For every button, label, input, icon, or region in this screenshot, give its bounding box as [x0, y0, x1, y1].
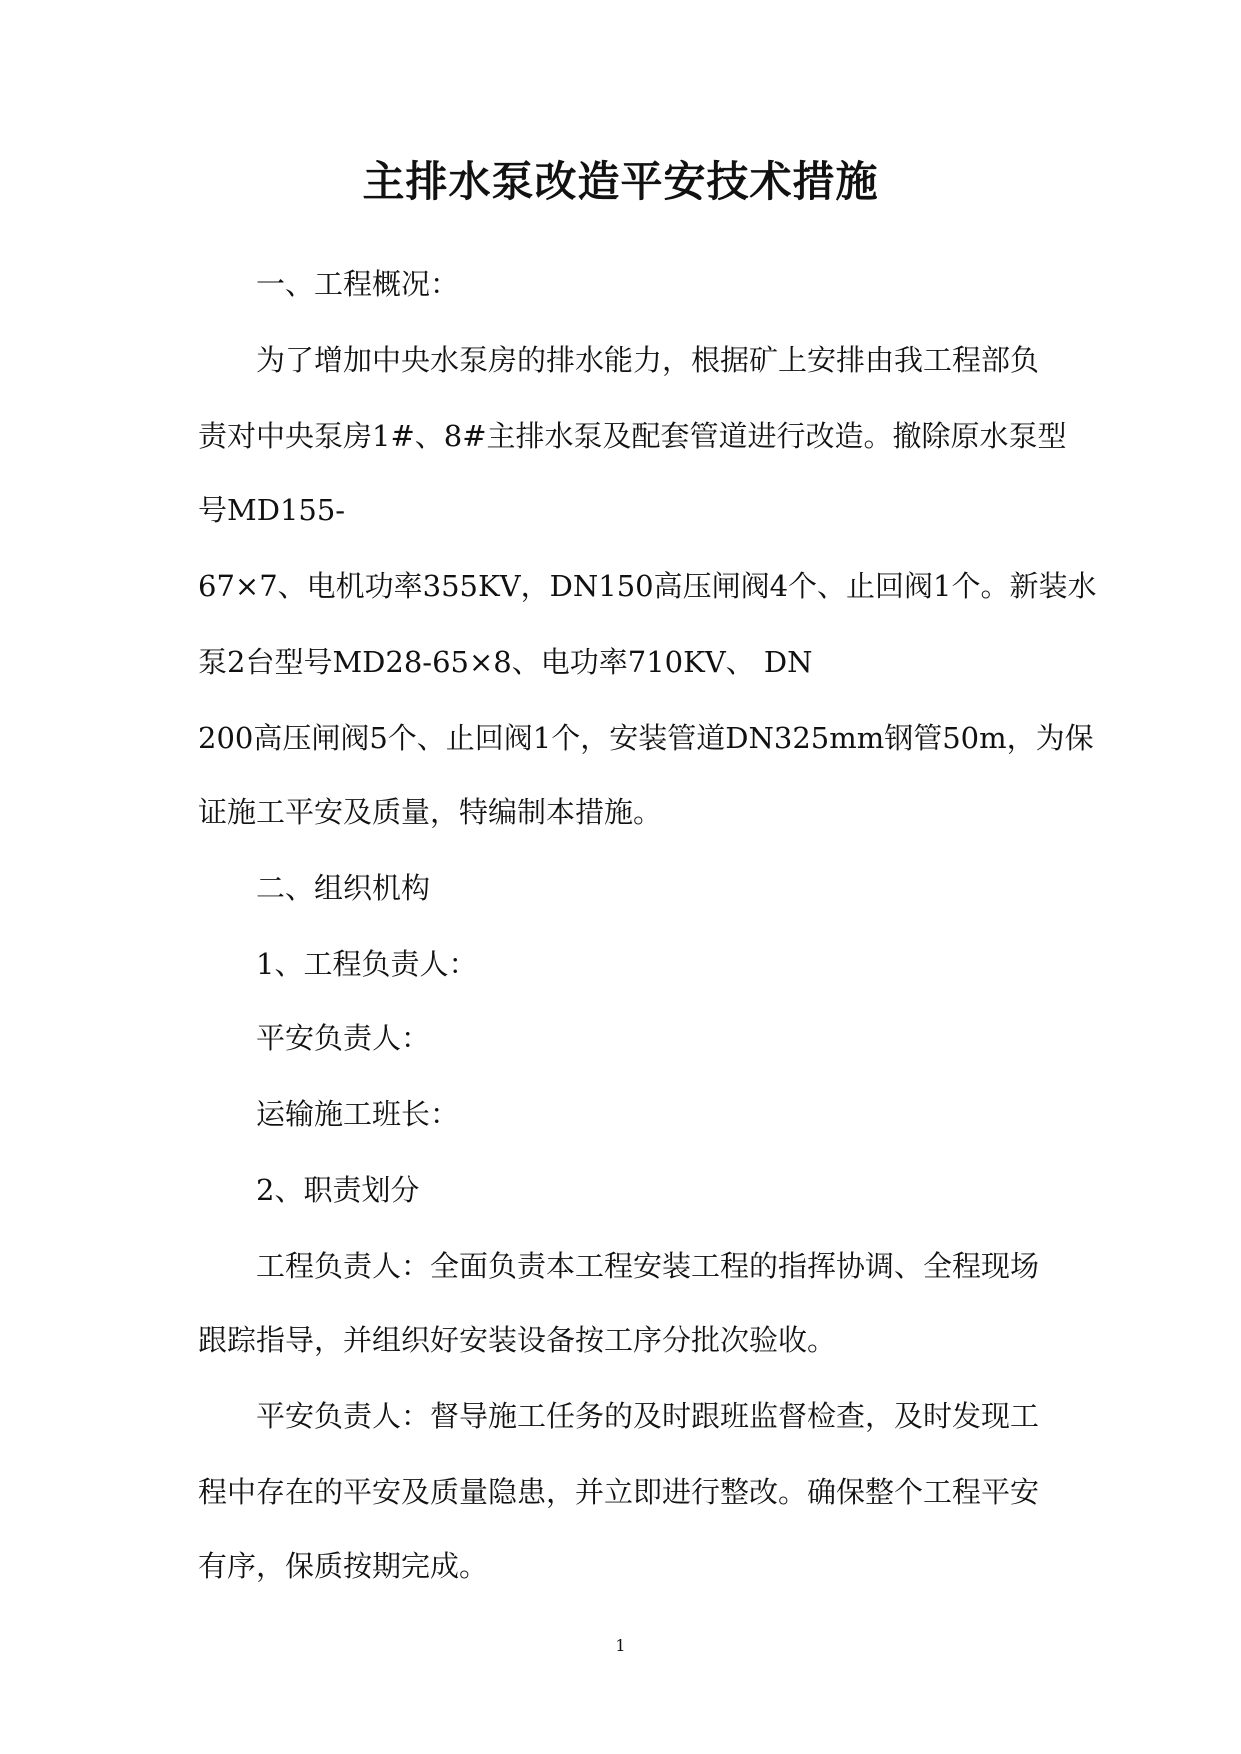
section-heading-overview: 一、工程概况： [256, 267, 460, 301]
paragraph-line: 程中存在的平安及质量隐患，并立即进行整改。确保整个工程平安 [198, 1475, 1040, 1509]
section-heading-organization: 二、组织机构 [256, 871, 431, 905]
paragraph-line: 为了增加中央水泵房的排水能力，根据矿上安排由我工程部负 [256, 343, 1040, 377]
paragraph-line: 证施工平安及质量，特编制本措施。 [198, 795, 663, 829]
page-title: 主排水泵改造平安技术措施 [362, 157, 879, 206]
page-number: 1 [615, 1636, 626, 1655]
paragraph-line: 工程负责人：全面负责本工程安装工程的指挥协调、全程现场 [256, 1249, 1040, 1283]
paragraph-line: 责对中央泵房1#、8#主排水泵及配套管道进行改造。撤除原水泵型 [198, 419, 1067, 453]
paragraph-line: 泵2台型号MD28-65×8、电功率710KV、 DN [198, 645, 813, 679]
paragraph-line: 跟踪指导，并组织好安装设备按工序分批次验收。 [198, 1323, 837, 1357]
list-item-duties: 2、职责划分 [256, 1173, 420, 1207]
paragraph-line: 有序，保质按期完成。 [198, 1549, 489, 1583]
paragraph-line: 67×7、电机功率355KV，DN150高压闸阀4个、止回阀1个。新装水 [198, 569, 1097, 603]
list-item-safety-lead: 平安负责人： [256, 1021, 431, 1055]
list-item-project-lead: 1、工程负责人： [256, 947, 478, 981]
paragraph-line: 平安负责人：督导施工任务的及时跟班监督检查，及时发现工 [256, 1399, 1040, 1433]
paragraph-line: 号MD155- [198, 493, 346, 527]
paragraph-line: 200高压闸阀5个、止回阀1个，安装管道DN325mm钢管50m，为保 [198, 721, 1094, 755]
list-item-transport-lead: 运输施工班长： [256, 1097, 460, 1131]
